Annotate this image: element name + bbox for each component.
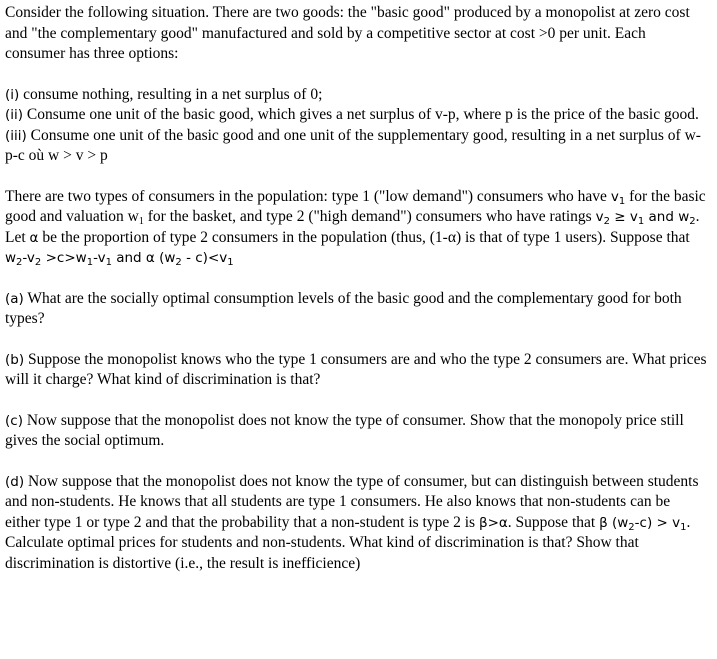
types-text-3: for the basket, and type 2 ("high demand") consumers who have ratings bbox=[143, 208, 596, 225]
question-b bbox=[5, 350, 709, 391]
v1-symbol: $v_1$ bbox=[610, 188, 626, 207]
alpha-symbol: α bbox=[29, 229, 39, 246]
question-c-label: (c) bbox=[5, 412, 23, 429]
spacer bbox=[5, 391, 709, 411]
types-text-6: is that of type 1 users). Suppose that bbox=[461, 228, 690, 246]
question-b-label: (b) bbox=[5, 351, 25, 368]
question-a bbox=[5, 289, 709, 330]
option-i-text: consume nothing, resulting in a net surplus of 0; bbox=[19, 85, 323, 103]
assumption-formula: $w_2-v_2 >c>w_1-v_1$ and α $(w_2 - c)<v_1$ bbox=[5, 250, 234, 268]
question-c-text: Now suppose that the monopolist does not know the type of consumer. Show that the monopoly price still gives the social optimum. bbox=[5, 411, 684, 449]
question-a-text: What are the socially optimal consumption levels of the basic good and the complementary good for both types? bbox=[5, 289, 682, 327]
option-ii-text: Consume one unit of the basic good, which gives a net surplus of v-p, where p is the price of the basic good. bbox=[23, 106, 699, 123]
option-i-label: (i) bbox=[5, 86, 20, 103]
types-text-1: There are two types of consumers in the population: type 1 ("low demand") consumers who have bbox=[5, 187, 611, 205]
option-iii-text: Consume one unit of the basic good and one unit of the supplementary good, resulting in a net surplus of w-p-c où w > v > p bbox=[5, 126, 701, 164]
question-d-text-2: . Suppose that bbox=[507, 513, 600, 531]
question-b-text: Suppose the monopolist knows who the type 1 consumers are and who the type 2 consumers are. What prices will it charge? What kind of discrimination is that? bbox=[5, 350, 707, 388]
question-c bbox=[5, 411, 709, 452]
beta-condition-formula: β $(w_2-c) > v_1$ bbox=[599, 514, 687, 533]
option-i bbox=[5, 85, 709, 106]
question-a-label: (a) bbox=[5, 290, 24, 307]
spacer bbox=[5, 65, 709, 85]
types-text-5: be the proportion of type 2 consumers in the population (thus, bbox=[38, 228, 430, 246]
spacer bbox=[5, 269, 709, 289]
beta-greater-alpha: β>α bbox=[478, 514, 508, 531]
spacer bbox=[5, 167, 709, 187]
consumer-types-paragraph bbox=[5, 187, 709, 269]
option-ii bbox=[5, 105, 709, 126]
types-text-2: for the basic good and valuation w bbox=[5, 187, 706, 225]
spacer bbox=[5, 330, 709, 350]
spacer bbox=[5, 452, 709, 472]
option-iii-label: (iii) bbox=[5, 127, 27, 144]
question-d-label: (d) bbox=[5, 473, 25, 490]
question-d bbox=[5, 472, 709, 575]
types-text-4: . Let bbox=[5, 208, 700, 246]
question-d-text-3: . Calculate optimal prices for students and non-students. What kind of discrimination is that? Show that discrimination is distortive (i.e., the result is inefficience) bbox=[5, 513, 691, 572]
option-ii-label: (ii) bbox=[5, 107, 24, 123]
w1-subscript: 1 bbox=[138, 216, 144, 227]
intro-paragraph: Consider the following situation. There are two goods: the "basic good" produced by a monopolist at zero cost and "the complementary good" manufactured and sold by a competitive sector at cost >0 per unit. Each consumer has three options: bbox=[5, 4, 690, 62]
v2-geq-v1-and-w2: $v_2 \ge v_1$ and $w_2$ bbox=[595, 209, 696, 227]
option-iii bbox=[5, 126, 709, 167]
one-minus-alpha: (1-α) bbox=[429, 228, 462, 246]
question-d-text-1: Now suppose that the monopolist does not know the type of consumer, but can distinguish between students and non-students. He knows that all students are type 1 consumers. He also knows that non-students can be either type 1 or type 2 and that the probability that a non-student is type 2 is bbox=[5, 472, 699, 531]
